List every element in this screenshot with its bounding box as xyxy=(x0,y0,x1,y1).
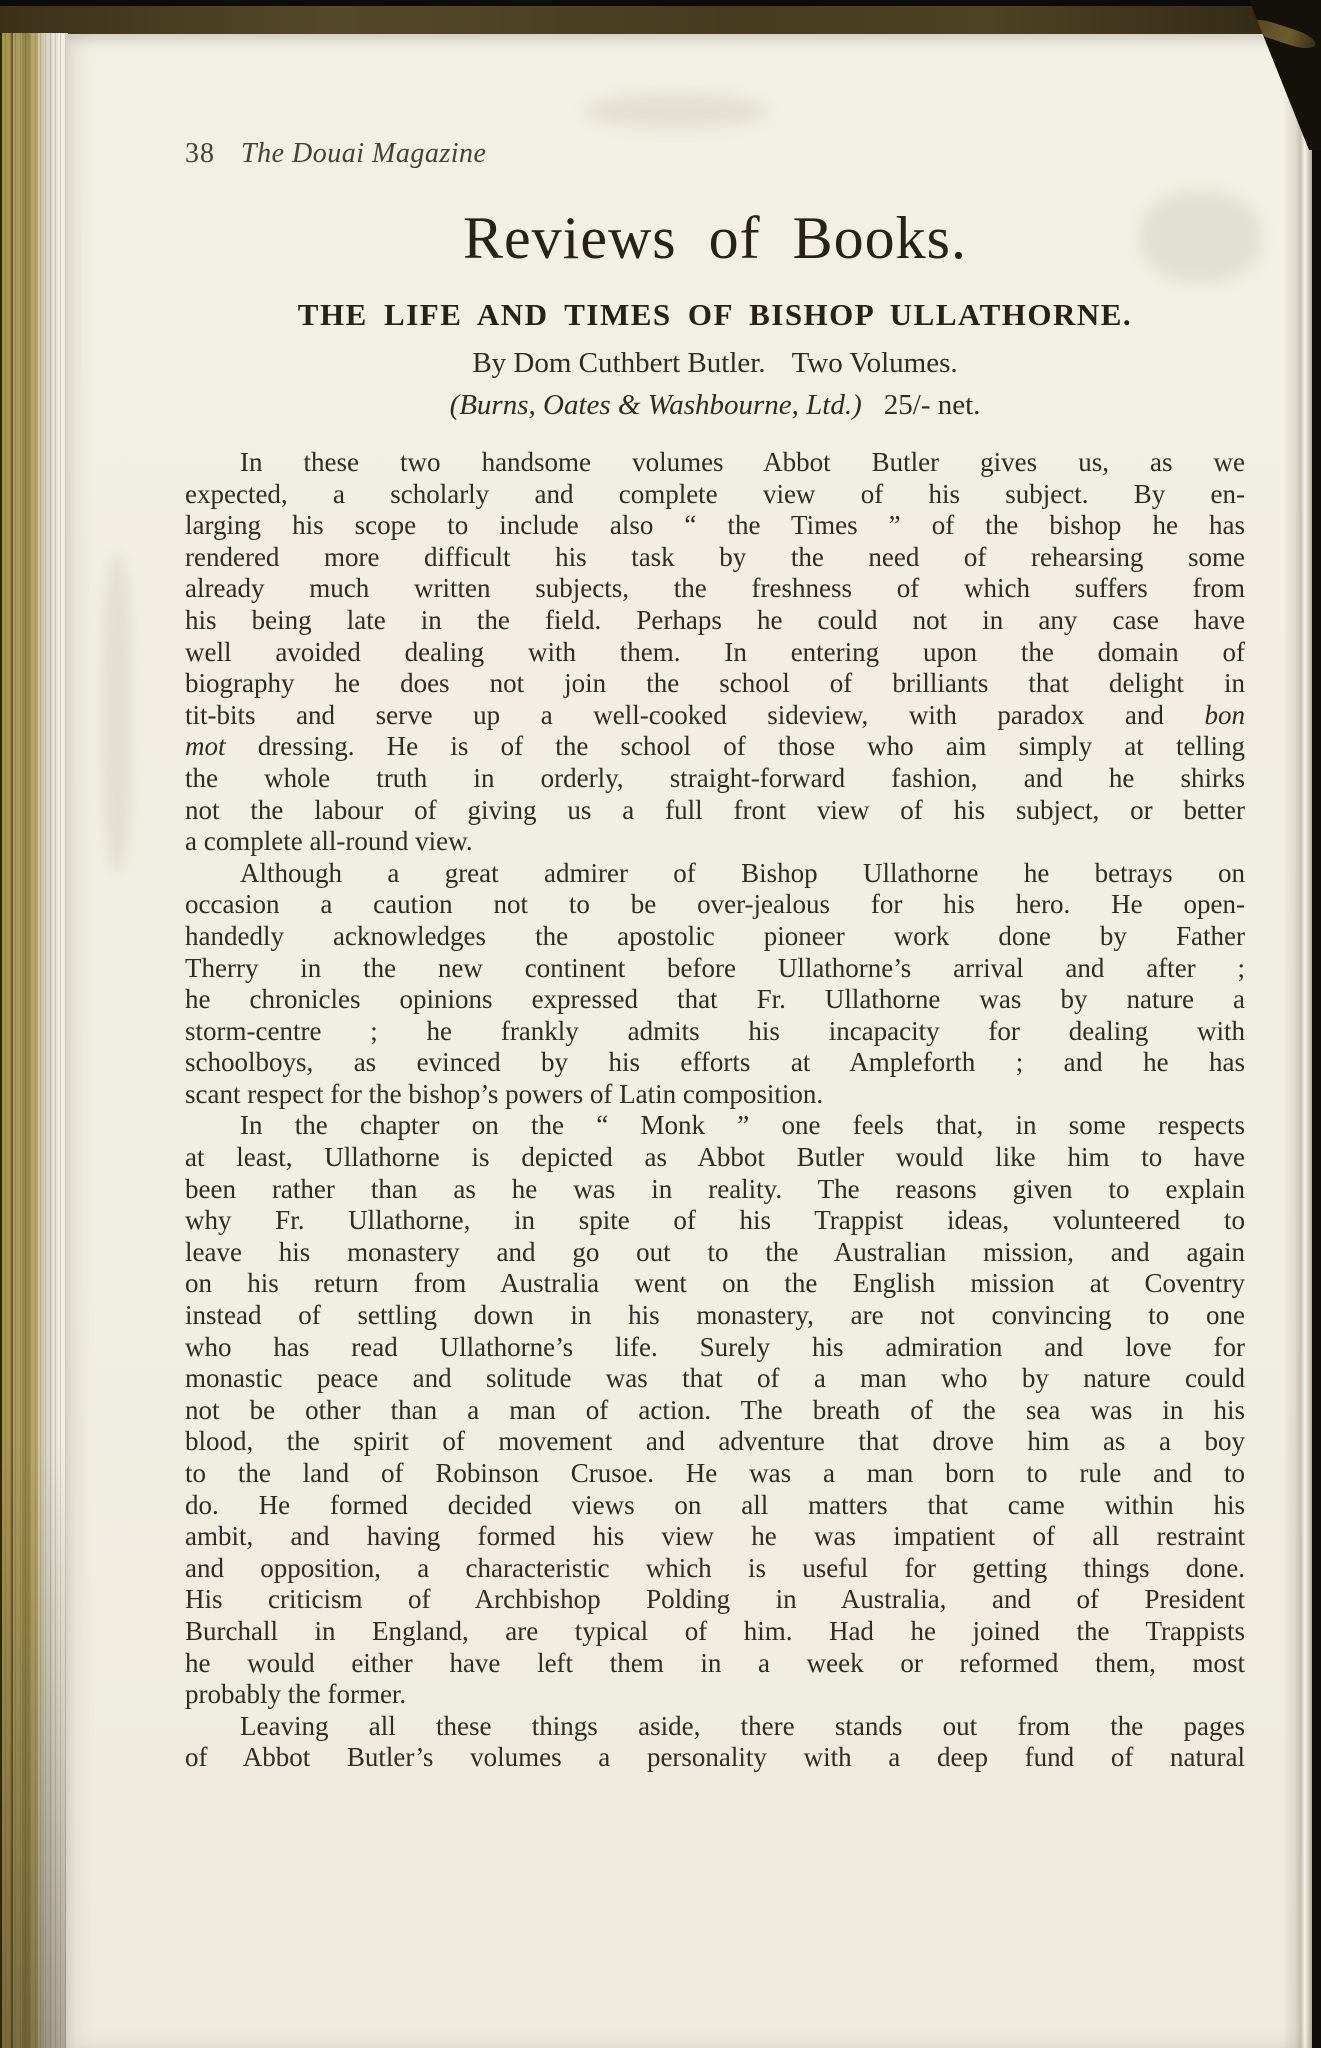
page-edge-stack xyxy=(0,33,68,2048)
body-line: the whole truth in orderly, straight-forward fashion, and he shirks xyxy=(185,762,1245,793)
body-line: who has read Ullathorne’s life. Surely his admiration and love for xyxy=(185,1331,1245,1362)
body-line: Burchall in England, are typical of him. Had he joined the Trappists xyxy=(185,1615,1245,1646)
body-line: at least, Ullathorne is depicted as Abbot Butler would like him to have xyxy=(185,1142,1245,1173)
body-line: not the labour of giving us a full front view of his subject, or better xyxy=(185,794,1245,825)
body-line: his being late in the field. Perhaps he could not in any case have xyxy=(185,604,1245,635)
body-line: to the land of Robinson Crusoe. He was a man born to rule and to xyxy=(185,1458,1245,1488)
body-line: leave his monastery and go out to the Australian mission, and again xyxy=(185,1236,1245,1267)
body-line: storm-centre ; he frankly admits his incapacity for dealing with xyxy=(185,1015,1245,1046)
body-line: do. He formed decided views on all matters that came within his xyxy=(185,1489,1245,1520)
book-page xyxy=(66,34,1312,2048)
body-line: In the chapter on the “ Monk ” one feels that, in some respects xyxy=(240,1110,1245,1141)
gutter-crease xyxy=(1282,34,1312,2048)
body-line: and opposition, a characteristic which is useful for getting things done. xyxy=(185,1552,1245,1583)
body-line: schoolboys, as evinced by his efforts at Ampleforth ; and he has xyxy=(185,1047,1245,1078)
body-line: rendered more difficult his task by the need of rehearsing some xyxy=(185,541,1245,572)
body-line: on his return from Australia went on the English mission at Coventry xyxy=(185,1268,1245,1299)
price: 25/- net. xyxy=(883,389,981,421)
body-line: larging his scope to include also “ the Times ” of the bishop he has xyxy=(185,510,1245,541)
body-line: biography he does not join the school of brilliants that delight in xyxy=(185,668,1245,699)
byline-volumes: Two Volumes. xyxy=(791,347,958,379)
body-line: of Abbot Butler’s volumes a personality with a deep fund of natural xyxy=(185,1742,1245,1773)
body-line: Although a great admirer of Bishop Ullathorne he betrays on xyxy=(240,857,1245,888)
page-number: 38 xyxy=(185,138,215,169)
body-line: In these two handsome volumes Abbot Butler gives us, as we xyxy=(240,447,1245,477)
publisher-line xyxy=(185,387,1245,423)
magazine-title: The Douai Magazine xyxy=(241,138,487,169)
body-line: already much written subjects, the freshness of which suffers from xyxy=(185,573,1245,604)
byline-author: By Dom Cuthbert Butler. xyxy=(472,347,766,379)
publisher-name: (Burns, Oates & Washbourne, Ltd.) xyxy=(449,389,862,421)
body-line: he chronicles opinions expressed that Fr. Ullathorne was by nature a xyxy=(185,984,1245,1015)
body-line: probably the former. xyxy=(185,1679,407,1710)
body-line: blood, the spirit of movement and adventure that drove him as a boy xyxy=(185,1426,1245,1457)
body-line: a complete all-round view. xyxy=(185,826,473,857)
byline xyxy=(185,345,1245,381)
body-line: instead of settling down in his monastery, are not convincing to one xyxy=(185,1300,1245,1331)
body-line: ambit, and having formed his view he was impatient of all restraint xyxy=(185,1521,1245,1552)
body-line: mot dressing. He is of the school of those who aim simply at telling xyxy=(185,731,1245,762)
book-cover-top-edge xyxy=(0,6,1321,36)
body-line: handedly acknowledges the apostolic pioneer work done by Father xyxy=(185,920,1245,951)
article-title: Reviews of Books. xyxy=(463,205,967,271)
body-line: Leaving all these things aside, there stands out from the pages xyxy=(240,1710,1245,1741)
body-line: well avoided dealing with them. In entering upon the domain of xyxy=(185,636,1245,667)
body-text xyxy=(185,447,1245,1774)
body-line: Therry in the new continent before Ullathorne’s arrival and after ; xyxy=(185,952,1245,983)
body-line: tit-bits and serve up a well-cooked sideview, with paradox and bon xyxy=(185,699,1245,730)
body-line: His criticism of Archbishop Polding in Australia, and of President xyxy=(185,1584,1245,1615)
body-line: been rather than as he was in reality. The reasons given to explain xyxy=(185,1173,1245,1204)
body-line: expected, a scholarly and complete view of his subject. By en- xyxy=(185,478,1245,509)
body-line: monastic peace and solitude was that of a man who by nature could xyxy=(185,1363,1245,1394)
running-header xyxy=(185,138,1245,170)
show-through-smudge xyxy=(102,554,132,874)
show-through-smudge xyxy=(586,94,766,128)
body-line: why Fr. Ullathorne, in spite of his Trappist ideas, volunteered to xyxy=(185,1205,1245,1236)
body-line: scant respect for the bishop’s powers of Latin composition. xyxy=(185,1078,824,1109)
body-line: not be other than a man of action. The breath of the sea was in his xyxy=(185,1394,1245,1425)
body-line: he would either have left them in a week or reformed them, most xyxy=(185,1647,1245,1678)
body-line: occasion a caution not to be over-jealous for his hero. He open- xyxy=(185,889,1245,920)
review-heading: THE LIFE AND TIMES OF BISHOP ULLATHORNE. xyxy=(297,297,1133,332)
